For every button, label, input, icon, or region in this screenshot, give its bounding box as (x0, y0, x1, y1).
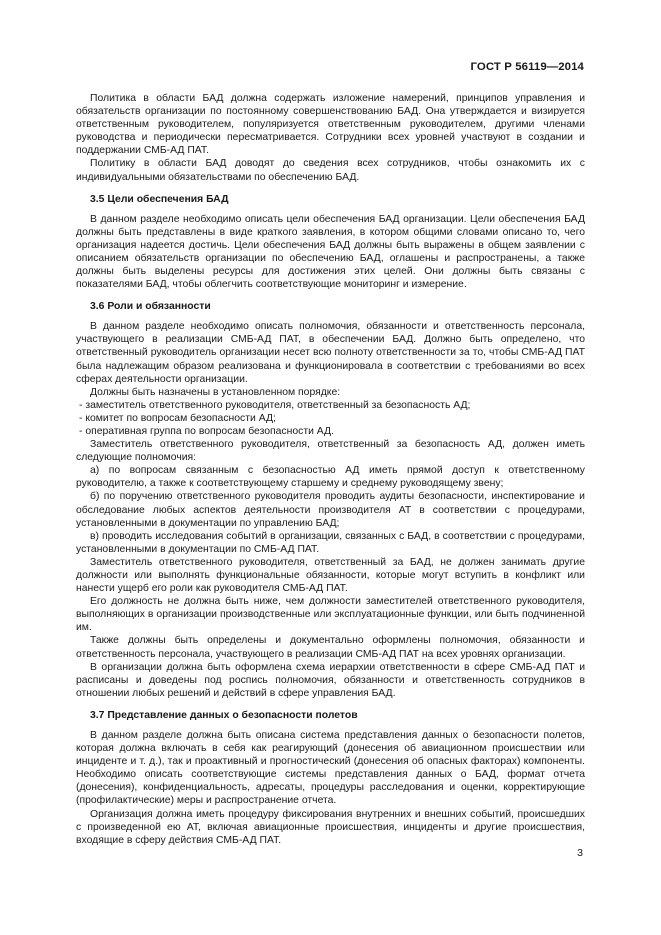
section-3-6-item-a: а) по вопросам связанным с безопасностью АД иметь прямой доступ к ответственному руководителю, а также к соответствующему старшему и среднему руководящему звену; (76, 465, 585, 490)
section-3-6-list-item-3: - оперативная группа по вопросам безопасности АД. (79, 425, 334, 437)
section-3-5-paragraph-1: В данном разделе необходимо описать цели обеспечения БАД организации. Цели обеспечения БАД должны быть представлены в виде краткого заявления, в котором общими словами описано то, чего организация надеется достичь. Цели обеспечения БАД должны быть выражены в общем заявлении с описанием обязательств организации по обеспечению БАД, оглашены и распространены, а также должны быть выделены ресурсы для достижения этих целей. Они должны быть связаны с показателями БАД, чтобы облегчить соответствующие мониторинг и измерение. (76, 213, 585, 291)
section-3-7-paragraph-2: Организация должна иметь процедуру фиксирования внутренних и внешних событий, происшедших с произведенной ею АТ, включая авиационные происшествия, инциденты и другие происшествия, входящие в сферу действия СМБ-АД ПАТ. (76, 808, 585, 846)
section-3-6-paragraph-3: Заместитель ответственного руководителя, ответственный за безопасность АД, должен иметь следующие полномочия: (76, 439, 585, 464)
section-3-5-heading: 3.5 Цели обеспечения БАД (90, 193, 229, 205)
intro-paragraph-1: Политика в области БАД должна содержать изложение намерений, принципов управления и обязательств организации по постоянному совершенствованию БАД. Она утверждается и визируется ответственным руководителем, популяризуется ответственным руководителем, другими членами руководства и периодически пересматривается. Сотрудники всех уровней участвуют в создании и поддержании СМБ-АД ПАТ. (76, 93, 585, 157)
section-3-6-list-item-1: - заместитель ответственного руководителя, ответственный за безопасность АД; (79, 399, 471, 411)
section-3-7-paragraph-1: В данном разделе должна быть описана система представления данных о безопасности полетов, которая должна включать в себя как реагирующий (донесения об авиационном происшествии или инциденте и т. д.), так и проактивный и прогностический (донесения об опасных факторах) компоненты. Необходимо описать соответствующие системы представления данных о БАД, формат отчета (донесения), конфиденциальность, адресаты, процедуры расследования и оценки, корректирующие (профилактические) меры и распространение отчета. (76, 729, 585, 807)
document-header-id: ГОСТ Р 56119—2014 (470, 61, 584, 73)
section-3-6-list-item-2: - комитет по вопросам безопасности АД; (79, 412, 276, 424)
section-3-6-paragraph-7: В организации должна быть оформлена схема иерархии ответственности в сфере СМБ-АД ПАТ и расписаны и доведены под роспись полномочия, обязанности и ответственность сотрудников в отношении любых решений и действий в сфере управления БАД. (76, 661, 585, 699)
section-3-6-paragraph-6: Также должны быть определены и документально оформлены полномочия, обязанности и ответственность персонала, участвующего в реализации СМБ-АД ПАТ на всех уровнях организации. (76, 635, 585, 660)
page-number: 3 (577, 847, 583, 859)
intro-paragraph-2: Политику в области БАД доводят до сведения всех сотрудников, чтобы ознакомить их с индивидуальными обязательствами по обеспечению БАД. (76, 158, 585, 183)
section-3-6-heading: 3.6 Роли и обязанности (90, 301, 211, 313)
section-3-6-paragraph-1: В данном разделе необходимо описать полномочия, обязанности и ответственность персонала, участвующего в реализации СМБ-АД ПАТ, в обеспечении БАД. Должно быть определено, что ответственный руководитель организации несет всю полноту ответственности за то, чтобы СМБ-АД ПАТ была надлежащим образом реализована и функционировала в соответствии с требованиями во всех сферах деятельности организации. (76, 321, 585, 385)
section-3-6-paragraph-4: Заместитель ответственного руководителя, ответственный за БАД, не должен занимать другие должности или выполнять функциональные обязанности, которые могут вступить в конфликт или нанести ущерб его роли как руководителя СМБ-АД ПАТ. (76, 556, 585, 595)
section-3-7-heading: 3.7 Представление данных о безопасности полетов (90, 709, 358, 721)
section-3-6-item-v: в) проводить исследования событий в организации, связанных с БАД, в соответствии с процедурами, установленными в документации по СМБ-АД ПАТ. (76, 530, 585, 555)
document-body (76, 92, 585, 847)
section-3-6-item-b: б) по поручению ответственного руководителя проводить аудиты безопасности, инспектирование и обследование любых аспектов деятельности производителя АТ в соответствии с процедурами, установленными в документации по управлению БАД; (76, 491, 585, 529)
section-3-6-paragraph-5: Его должность не должна быть ниже, чем должности заместителей ответственного руководителя, выполняющих в организации производственные или эксплуатационные функции, или быть подчиненной им. (76, 596, 585, 634)
section-3-6-paragraph-2: Должны быть назначены в установленном порядке: (90, 386, 341, 398)
